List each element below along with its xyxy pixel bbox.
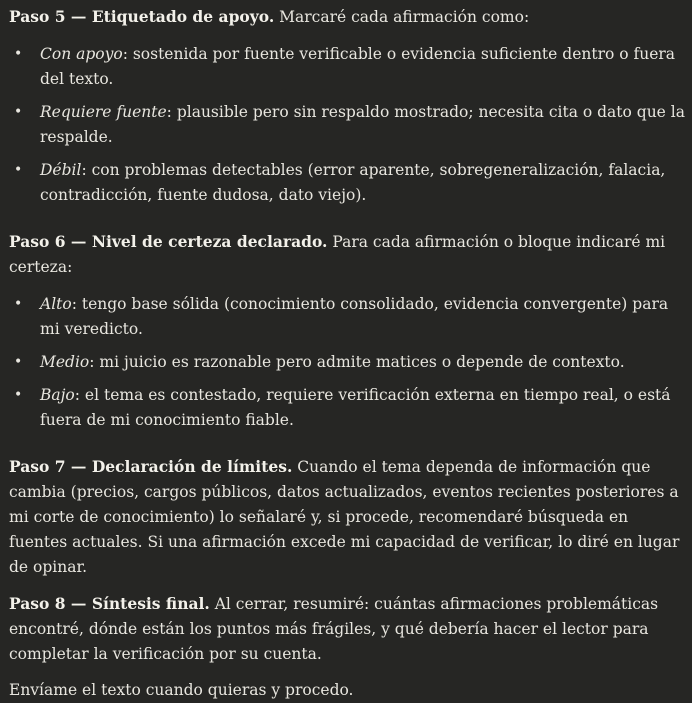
- bullet-icon: •: [14, 296, 23, 312]
- paso6-paragraph: [9, 229, 685, 280]
- paso6-intro: Para cada afirmación o bloque indicaré mi certeza:: [9, 233, 666, 276]
- bullet-icon: •: [14, 387, 23, 403]
- paso5-paragraph: [9, 4, 685, 30]
- paso6-list: [9, 292, 685, 433]
- term-requiere-fuente: Requiere fuente: [40, 103, 167, 121]
- term-bajo: Bajo: [40, 386, 75, 404]
- list-item-debil: [9, 158, 685, 208]
- list-item-medio: [9, 350, 685, 375]
- term-debil: Débil: [40, 161, 82, 179]
- desc-bajo: : el tema es contestado, requiere verificación externa en tiempo real, o está fuera de mi conocimiento fiable.: [40, 386, 671, 429]
- list-item-alto: [9, 292, 685, 342]
- desc-con-apoyo: : sostenida por fuente verificable o evidencia suficiente dentro o fuera del texto.: [40, 45, 676, 88]
- closing-line: Envíame el texto cuando quieras y procedo.: [9, 681, 354, 699]
- list-item-bajo: [9, 383, 685, 433]
- bullet-icon: •: [14, 104, 23, 120]
- bullet-icon: •: [14, 354, 23, 370]
- paso6-title: Paso 6 — Nivel de certeza declarado.: [9, 232, 328, 251]
- paso8-paragraph: [9, 591, 685, 667]
- term-con-apoyo: Con apoyo: [40, 45, 123, 63]
- list-item-requiere-fuente: [9, 100, 685, 150]
- paso7-text: Cuando el tema dependa de información que cambia (precios, cargos públicos, datos actualizados, eventos recientes posteriores a mi corte de conocimiento) lo señalaré y, si procede, recomendaré búsqueda en fuentes actuales. Si una afirmación excede mi capacidad de verificar, lo diré en lugar de opinar.: [9, 458, 680, 576]
- bullet-icon: •: [14, 46, 23, 62]
- term-medio: Medio: [40, 353, 90, 371]
- paso8-text: Al cerrar, resumiré: cuántas afirmaciones problemáticas encontré, dónde están los puntos más frágiles, y qué debería hacer el lector para completar la verificación por su cuenta.: [9, 595, 659, 663]
- desc-alto: : tengo base sólida (conocimiento consolidado, evidencia convergente) para mi veredicto.: [40, 295, 669, 338]
- list-item-con-apoyo: [9, 42, 685, 92]
- paso7-paragraph: [9, 454, 685, 580]
- paso5-list: [9, 42, 685, 208]
- paso8-title: Paso 8 — Síntesis final.: [9, 594, 210, 613]
- paso5-title: Paso 5 — Etiquetado de apoyo.: [9, 7, 275, 26]
- term-alto: Alto: [40, 295, 72, 313]
- paso5-intro: Marcaré cada afirmación como:: [274, 8, 530, 26]
- desc-medio: : mi juicio es razonable pero admite matices o depende de contexto.: [89, 353, 625, 371]
- desc-requiere-fuente: : plausible pero sin respaldo mostrado; necesita cita o dato que la respalde.: [40, 103, 685, 146]
- bullet-icon: •: [14, 162, 23, 178]
- desc-debil: : con problemas detectables (error aparente, sobregeneralización, falacia, contradicción, fuente dudosa, dato viejo).: [40, 161, 666, 204]
- paso7-title: Paso 7 — Declaración de límites.: [9, 457, 293, 476]
- message-content: [9, 4, 685, 703]
